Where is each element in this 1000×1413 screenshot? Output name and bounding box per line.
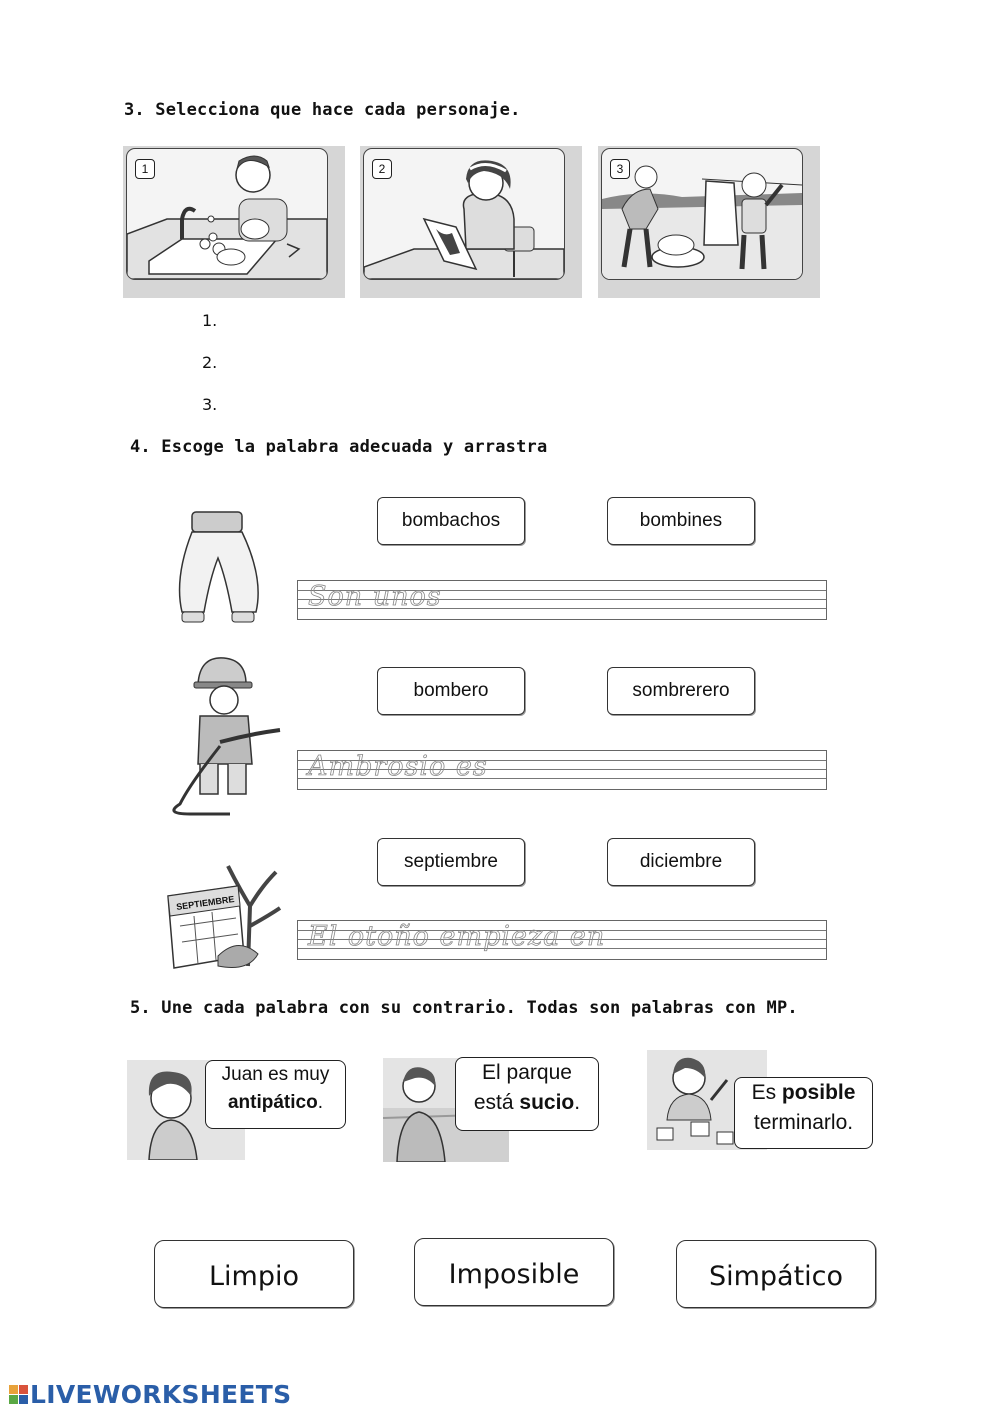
logo-mark-icon	[8, 1383, 30, 1407]
bubble-3-bold-word: posible	[781, 1081, 856, 1104]
answer-slot-3[interactable]	[230, 392, 530, 418]
writing-lines-2[interactable]	[297, 750, 827, 790]
speech-bubble-1	[205, 1060, 346, 1129]
word-option-septiembre[interactable]: septiembre	[377, 838, 525, 886]
bubble-3-text: Es	[751, 1081, 782, 1104]
calendar-tree-illustration	[158, 846, 288, 974]
answer-box-imposible[interactable]: Imposible	[414, 1238, 614, 1306]
answer-box-simpatico[interactable]: Simpático	[676, 1240, 876, 1308]
writing-lines-1[interactable]	[297, 580, 827, 620]
answer-label-3: 3.	[202, 395, 218, 414]
bombachos-pants-illustration	[170, 508, 270, 632]
answer-label-2: 2.	[202, 353, 218, 372]
word-option-sombrerero[interactable]: sombrerero	[607, 667, 755, 715]
bubble-1-end: .	[317, 1091, 323, 1113]
word-option-bombines[interactable]: bombines	[607, 497, 755, 545]
traced-text-3: El otoño empieza en	[308, 921, 606, 952]
bubble-1-text: Juan es muy	[221, 1064, 330, 1085]
bubble-2-end: .	[574, 1091, 581, 1115]
answer-box-limpio[interactable]: Limpio	[154, 1240, 354, 1308]
word-option-bombachos[interactable]: bombachos	[377, 497, 525, 545]
traced-text-1: Son unos	[308, 581, 442, 612]
section-5-heading: 5. Une cada palabra con su contrario. Todas son palabras con MP.	[130, 998, 798, 1018]
calendar-label: SEPTIEMBRE	[175, 893, 235, 913]
panel-number-2: 2	[372, 159, 392, 179]
panel-number-1: 1	[135, 159, 155, 179]
bubble-3-end: terminarlo.	[753, 1111, 854, 1135]
word-option-bombero[interactable]: bombero	[377, 667, 525, 715]
speech-bubble-3	[734, 1077, 873, 1149]
section-3-heading: 3. Selecciona que hace cada personaje.	[124, 100, 521, 120]
girl-reading-book-illustration	[364, 149, 564, 279]
answer-slot-2[interactable]	[230, 350, 530, 376]
bubble-2-text: El parque	[482, 1061, 572, 1084]
brand-name: LIVEWORKSHEETS	[30, 1380, 292, 1409]
answer-label-1: 1.	[202, 311, 218, 330]
boy-washing-dishes-illustration	[127, 149, 327, 279]
liveworksheets-logo[interactable]	[8, 1380, 291, 1409]
picture-panel-2	[360, 146, 582, 298]
bubble-2-bold-word: sucio	[519, 1091, 575, 1115]
answer-slot-1[interactable]	[230, 308, 530, 334]
picture-panel-3	[598, 146, 820, 298]
firefighter-illustration	[160, 654, 285, 826]
bubble-2-middle: está	[473, 1091, 520, 1115]
picture-panel-1	[123, 146, 345, 298]
speech-bubble-2	[455, 1057, 599, 1131]
washing-and-hanging-clothes-illustration	[602, 149, 802, 279]
bubble-1-bold-word: antipático	[227, 1091, 318, 1113]
writing-lines-3[interactable]	[297, 920, 827, 960]
word-option-diciembre[interactable]: diciembre	[607, 838, 755, 886]
section-4-heading: 4. Escoge la palabra adecuada y arrastra	[130, 437, 548, 457]
panel-number-3: 3	[610, 159, 630, 179]
traced-text-2: Ambrosio es	[308, 751, 488, 782]
